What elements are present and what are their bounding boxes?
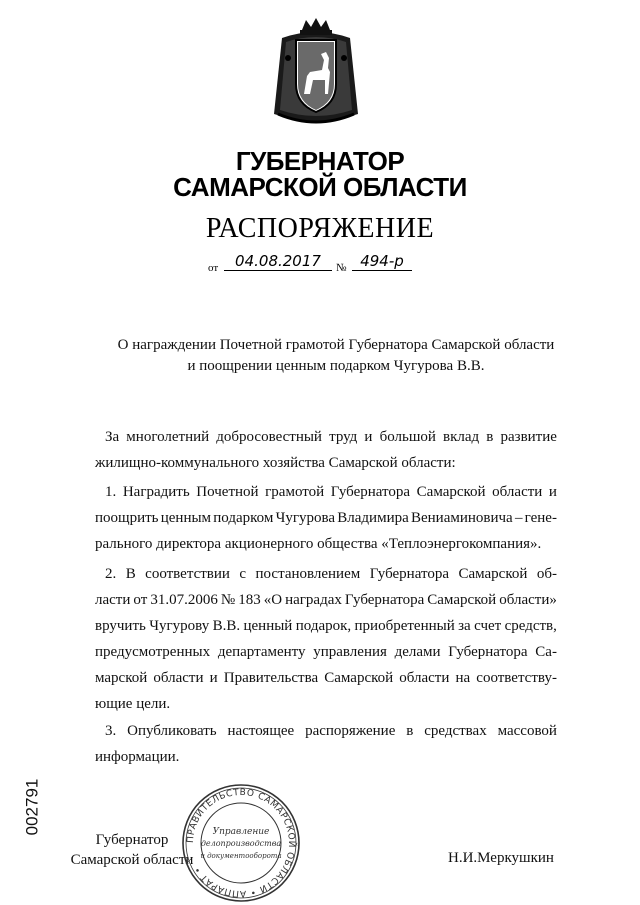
text-line xyxy=(95,587,557,613)
text-line xyxy=(95,505,557,531)
word: Вениаминовича xyxy=(410,510,513,526)
word: Губернатора xyxy=(344,592,425,608)
word: многолетний xyxy=(126,429,210,445)
text-line xyxy=(95,718,557,744)
word: области xyxy=(399,670,450,686)
word: Чугурову xyxy=(149,618,210,634)
word: Чугурова xyxy=(275,510,336,526)
word: В.В. xyxy=(212,618,241,634)
word: 31.07.2006 xyxy=(150,592,218,608)
word: средств, xyxy=(504,618,557,634)
word: и xyxy=(364,429,373,445)
word: на xyxy=(455,670,471,686)
word: в xyxy=(486,429,494,445)
word: департаменту xyxy=(217,644,306,660)
word: ласти xyxy=(95,592,131,608)
word: вклад xyxy=(443,429,480,445)
text-line xyxy=(95,639,557,665)
word: средствах xyxy=(424,723,487,739)
word: подарок, xyxy=(295,618,352,634)
word: Наградить xyxy=(122,484,190,500)
text-line xyxy=(95,561,557,587)
stamp-inner-line: Управление xyxy=(212,827,270,837)
word: подарком xyxy=(213,510,274,526)
word: информации. xyxy=(95,749,180,765)
word: вручить xyxy=(95,618,146,634)
word: управления xyxy=(313,644,387,660)
authority-title-line2: САМАРСКОЙ ОБЛАСТИ xyxy=(173,172,467,202)
word: и xyxy=(209,670,218,686)
word: области xyxy=(153,670,204,686)
word: в xyxy=(406,723,414,739)
word: труд xyxy=(329,429,358,445)
word: гене- xyxy=(524,510,557,526)
word: Самарской xyxy=(324,670,394,686)
word: большой xyxy=(379,429,436,445)
signatory-name: Н.И.Меркушкин xyxy=(448,850,554,866)
authority-title-line1: ГУБЕРНАТОР xyxy=(235,146,405,176)
word: 1. xyxy=(105,484,117,500)
word: добросовестный xyxy=(216,429,322,445)
word: марской xyxy=(95,670,148,686)
word: Владимира xyxy=(337,510,409,526)
text-line xyxy=(95,424,557,450)
word: № xyxy=(220,592,236,608)
text-line xyxy=(95,479,557,505)
stamp-ring-text: ПРАВИТЕЛЬСТВО САМАРСКОЙ ОБЛАСТИ • АППАРАТ • xyxy=(185,787,297,899)
word: За xyxy=(105,429,120,445)
word: – xyxy=(514,510,523,526)
word: делами xyxy=(394,644,441,660)
word: грамотой xyxy=(265,484,325,500)
document-number: 494-р xyxy=(352,252,412,271)
word: поощрить xyxy=(95,510,159,526)
word: Самарской xyxy=(416,484,486,500)
text-line xyxy=(95,613,557,639)
word: от xyxy=(133,592,148,608)
word: постановлением xyxy=(255,566,361,582)
coat-of-arms-icon xyxy=(268,18,364,132)
word: развитие xyxy=(500,429,557,445)
word: Са- xyxy=(535,644,557,660)
word: рального директора акционерного общества «Теплоэнергокомпания». xyxy=(95,536,542,552)
word: Губернатора xyxy=(369,566,449,582)
document-type: РАСПОРЯЖЕНИЕ xyxy=(205,213,435,244)
word: наградах xyxy=(285,592,342,608)
subject-line: О награждении Почетной грамотой Губернатора Самарской области xyxy=(117,337,555,353)
word: Опубликовать xyxy=(127,723,217,739)
word: распоряжение xyxy=(305,723,396,739)
word: 183 xyxy=(238,592,261,608)
word: с xyxy=(239,566,247,582)
document-date: 04.08.2017 xyxy=(224,252,332,271)
official-stamp-icon xyxy=(180,782,302,904)
word: Самарской xyxy=(427,592,497,608)
word: В xyxy=(125,566,136,582)
word: Губернатора xyxy=(448,644,528,660)
archive-number-text: 002791 xyxy=(22,778,42,836)
word: Самарской xyxy=(458,566,528,582)
word: за xyxy=(458,618,471,634)
date-label: от xyxy=(208,262,219,274)
word: 2. xyxy=(105,566,117,582)
word: «О xyxy=(263,592,283,608)
paragraph-3 xyxy=(95,718,557,770)
word: жилищно-коммунального хозяйства Самарской области: xyxy=(95,455,456,471)
word: об- xyxy=(536,566,557,582)
word: 3. xyxy=(105,723,117,739)
stamp-inner-line: и документооборота xyxy=(200,852,282,860)
word: Правительства xyxy=(223,670,319,686)
text-line xyxy=(95,531,557,557)
word: соответству- xyxy=(476,670,557,686)
signatory-title-line: Самарской области xyxy=(70,852,194,868)
word: массовой xyxy=(497,723,557,739)
word: ценным xyxy=(160,510,212,526)
word: ющие цели. xyxy=(95,696,171,712)
subject-line: и поощрении ценным подарком Чугурова В.В. xyxy=(187,358,485,374)
word: соответствии xyxy=(145,566,230,582)
stamp-inner-line: делопроизводства xyxy=(200,839,282,848)
text-line xyxy=(95,665,557,691)
word: Почетной xyxy=(196,484,259,500)
archive-number xyxy=(18,773,58,841)
word: Губернатора xyxy=(330,484,411,500)
word: приобретенный xyxy=(354,618,455,634)
word: области xyxy=(492,484,543,500)
word: предусмотренных xyxy=(95,644,211,660)
text-line xyxy=(95,744,557,770)
document-subject xyxy=(60,335,612,377)
word: счет xyxy=(474,618,502,634)
word: области» xyxy=(499,592,557,608)
text-line xyxy=(95,691,557,717)
signatory-title-line: Губернатор xyxy=(95,832,169,848)
intro-paragraph xyxy=(95,424,557,476)
word: ценный xyxy=(243,618,293,634)
number-label: № xyxy=(336,262,347,274)
word: и xyxy=(548,484,557,500)
paragraph-2 xyxy=(95,561,557,717)
word: настоящее xyxy=(227,723,295,739)
paragraph-1 xyxy=(95,479,557,557)
text-line xyxy=(95,450,557,476)
